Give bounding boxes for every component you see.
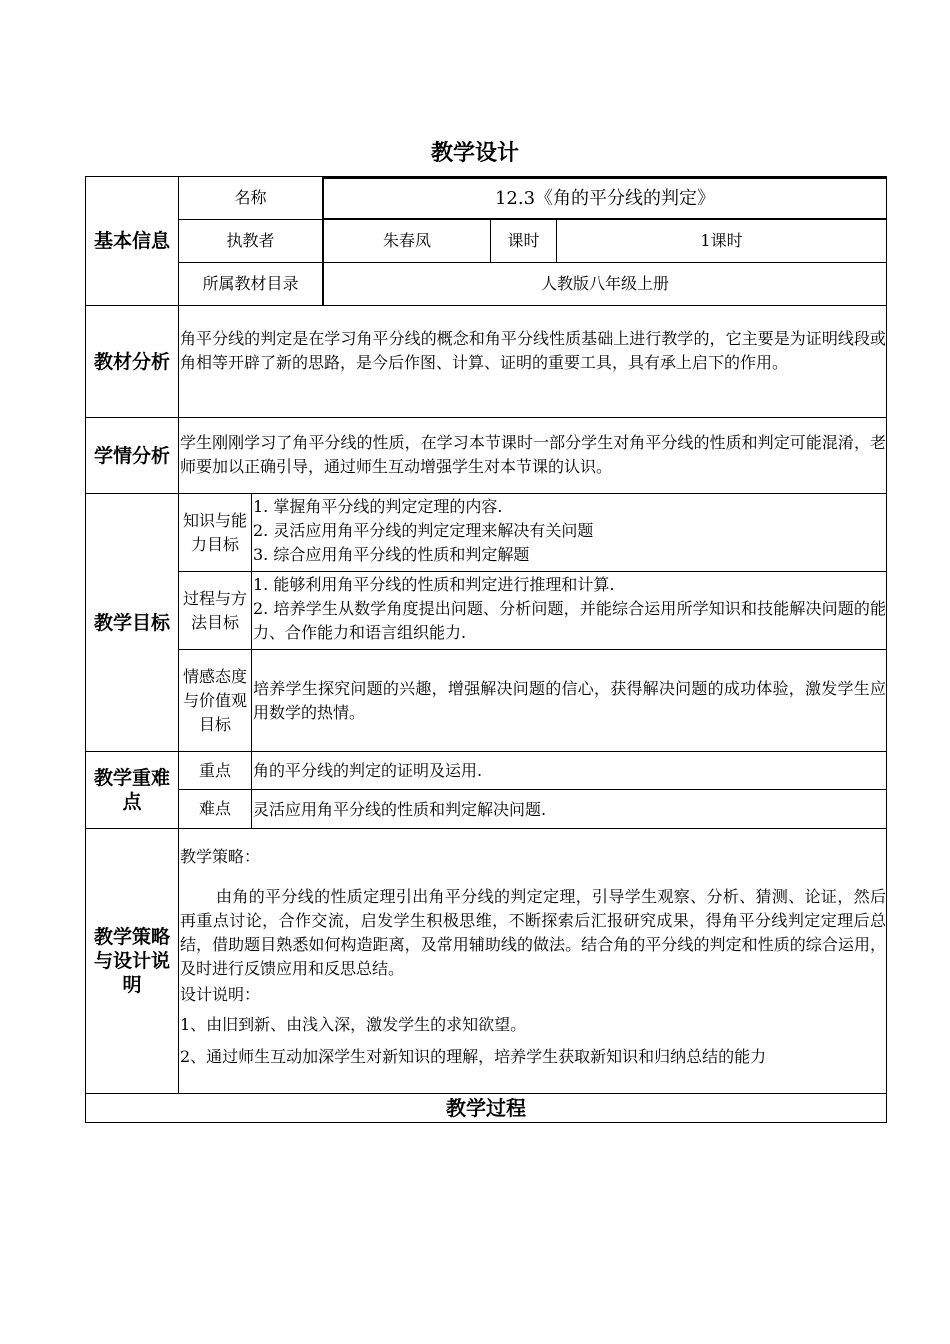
teaching-goals-label: 教学目标 [93, 611, 170, 634]
strategy-title: 教学策略： [180, 847, 261, 866]
process-goal-item: 1. 能够利用角平分线的性质和判定进行推理和计算. [253, 575, 615, 594]
knowledge-goal-item: 3. 综合应用角平分线的性质和判定解题 [253, 545, 530, 564]
process-goal-label: 过程与方法目标 [182, 589, 247, 632]
teacher-label: 执教者 [226, 231, 275, 250]
textbook-value: 人教版八年级上册 [540, 274, 669, 293]
textbook-label: 所属教材目录 [202, 274, 299, 293]
key-text: 角的平分线的判定的证明及运用. [253, 761, 483, 780]
process-goal-item: 2. 培养学生从数学角度提出问题、分析问题，并能综合运用所学知识和技能解决问题的能力、合作能力和语言组织能力. [253, 599, 886, 642]
difficult-label: 难点 [198, 799, 231, 818]
page-title: 教学设计 [430, 141, 519, 166]
design-title: 设计说明： [180, 985, 261, 1004]
period-label: 课时 [507, 231, 540, 250]
key-points-label: 教学重难点 [93, 767, 170, 813]
teaching-process-heading: 教学过程 [446, 1096, 526, 1120]
knowledge-goal-label: 知识与能力目标 [182, 511, 247, 554]
student-analysis-label: 学情分析 [93, 444, 170, 467]
student-analysis-text: 学生刚刚学习了角平分线的性质，在学习本节课时一部分学生对角平分线的性质和判定可能混淆，老师要加以正确引导，通过师生互动增强学生对本节课的认识。 [180, 433, 886, 476]
strategy-text: 由角的平分线的性质定理引出角平分线的判定定理，引导学生观察、分析、猜测、论证，然后再重点讨论，合作交流，启发学生积极思维，不断探索后汇报研究成果，得角平分线判定定理后总结，借助题目熟悉如何构造距离，及常用辅助线的做法。结合角的平分线的判定和性质的综合运用，及时进行反馈应用和反思总结。 [180, 887, 886, 978]
key-label: 重点 [198, 760, 231, 780]
design-item: 2、通过师生互动加深学生对新知识的理解，培养学生获取新知识和归纳总结的能力 [180, 1047, 767, 1066]
knowledge-goal-item: 1. 掌握角平分线的判定定理的内容. [253, 497, 503, 516]
material-analysis-label: 教材分析 [93, 350, 170, 373]
difficult-text: 灵活应用角平分线的性质和判定解决问题. [253, 800, 547, 819]
basic-info-label: 基本信息 [93, 230, 170, 252]
name-label: 名称 [234, 188, 267, 207]
design-item: 1、由旧到新、由浅入深，激发学生的求知欲望。 [180, 1015, 527, 1034]
teacher-name: 朱春凤 [382, 231, 431, 250]
lesson-name: 12.3《角的平分线的判定》 [494, 187, 716, 209]
period-value: 1课时 [700, 231, 743, 250]
material-analysis-text: 角平分线的判定是在学习角平分线的概念和角平分线性质基础上进行教学的，它主要是为证明线段或角相等开辟了新的思路，是今后作图、计算、证明的重要工具，具有承上启下的作用。 [180, 329, 886, 372]
emotion-goal-label: 情感态度与价值观目标 [182, 666, 247, 734]
emotion-goal-text: 培养学生探究问题的兴趣，增强解决问题的信心，获得解决问题的成功体验，激发学生应用数学的热情。 [253, 679, 886, 722]
knowledge-goal-item: 2. 灵活应用角平分线的判定定理来解决有关问题 [253, 521, 594, 540]
strategy-label: 教学策略与设计说明 [93, 926, 170, 996]
